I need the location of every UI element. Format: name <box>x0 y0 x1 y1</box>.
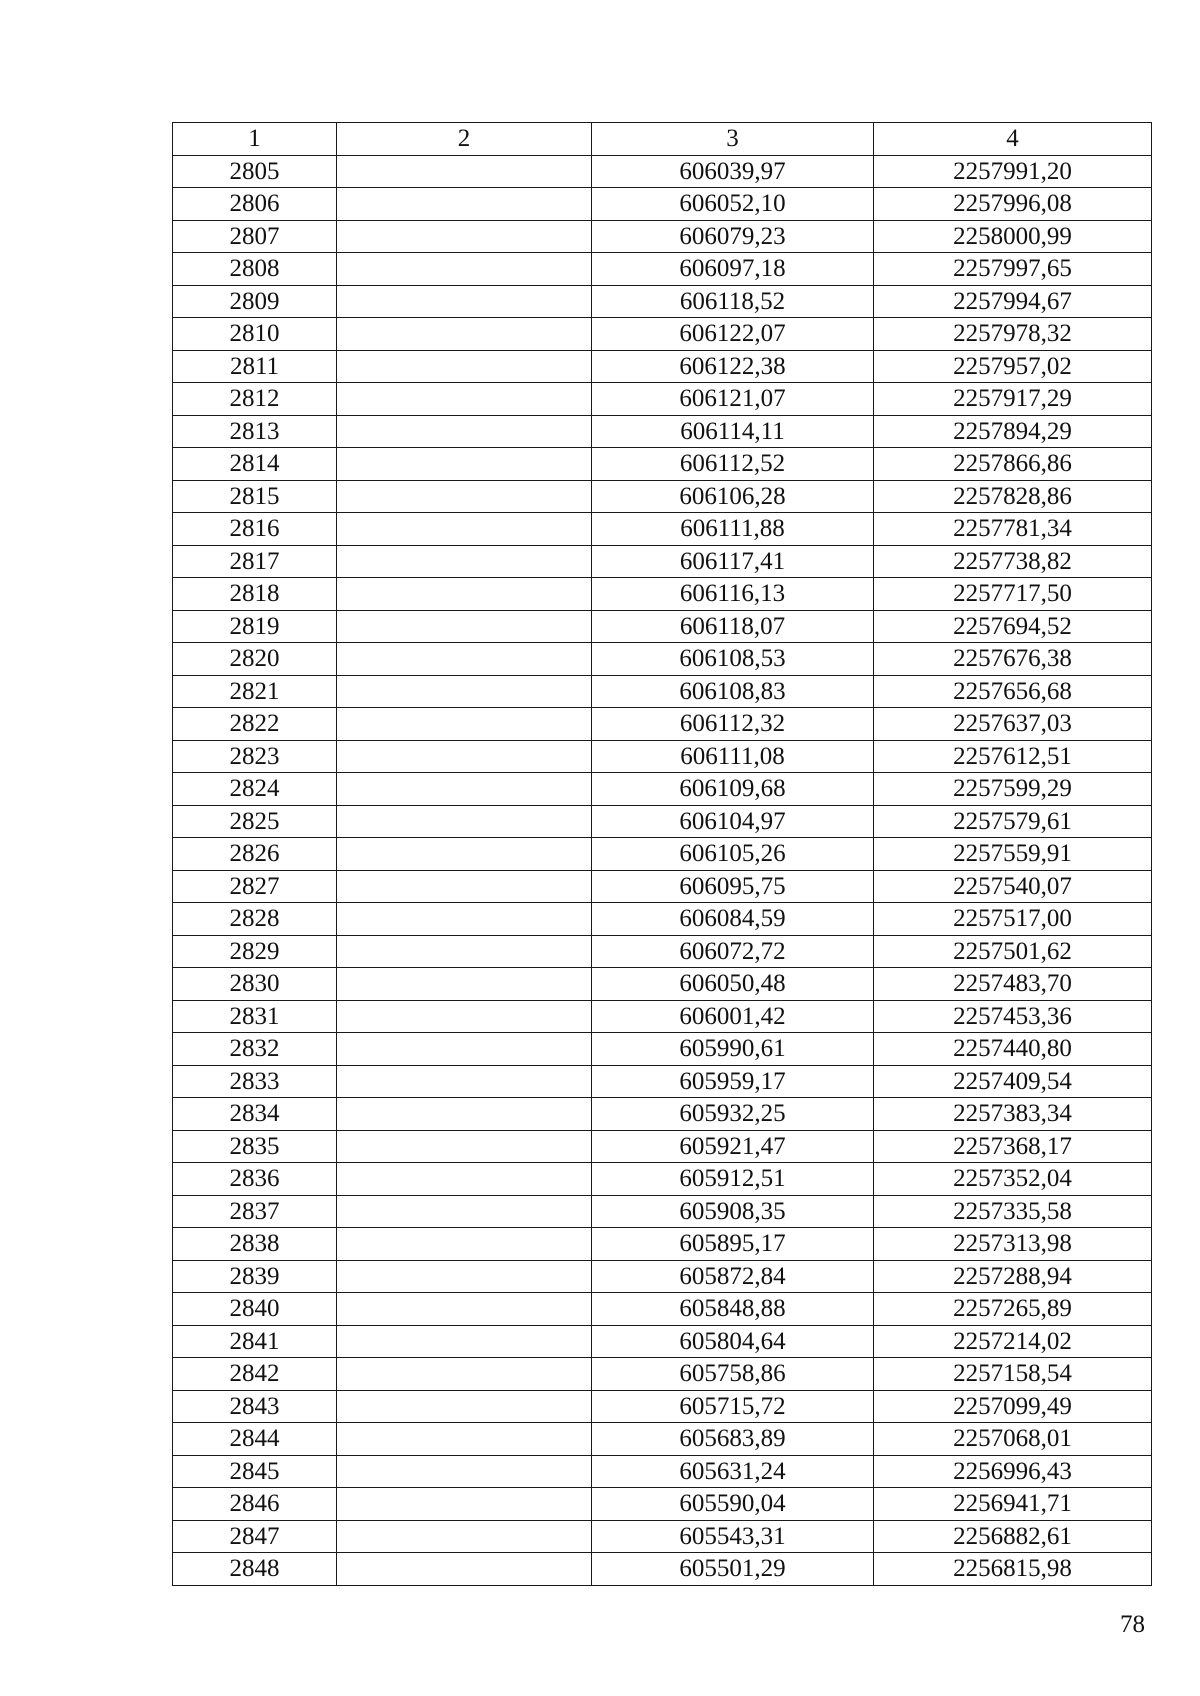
point-number-cell: 2840 <box>173 1293 337 1326</box>
empty-cell <box>337 1000 592 1033</box>
empty-cell <box>337 285 592 318</box>
x-coordinate-cell: 606122,07 <box>592 318 874 351</box>
table-row <box>173 155 1152 188</box>
column-header-3: 3 <box>592 123 874 156</box>
x-coordinate-cell: 606108,53 <box>592 643 874 676</box>
point-number-cell: 2831 <box>173 1000 337 1033</box>
empty-cell <box>337 1163 592 1196</box>
point-number-cell: 2823 <box>173 740 337 773</box>
empty-cell <box>337 253 592 286</box>
empty-cell <box>337 1260 592 1293</box>
y-coordinate-cell: 2257612,51 <box>874 740 1152 773</box>
table-row <box>173 903 1152 936</box>
empty-cell <box>337 740 592 773</box>
point-number-cell: 2841 <box>173 1325 337 1358</box>
table-row <box>173 805 1152 838</box>
empty-cell <box>337 838 592 871</box>
x-coordinate-cell: 606112,32 <box>592 708 874 741</box>
table-row <box>173 1553 1152 1586</box>
point-number-cell: 2812 <box>173 383 337 416</box>
empty-cell <box>337 773 592 806</box>
x-coordinate-cell: 606097,18 <box>592 253 874 286</box>
empty-cell <box>337 1098 592 1131</box>
empty-cell <box>337 1195 592 1228</box>
x-coordinate-cell: 606114,11 <box>592 415 874 448</box>
y-coordinate-cell: 2257335,58 <box>874 1195 1152 1228</box>
point-number-cell: 2829 <box>173 935 337 968</box>
x-coordinate-cell: 606122,38 <box>592 350 874 383</box>
table-row <box>173 1325 1152 1358</box>
y-coordinate-cell: 2257288,94 <box>874 1260 1152 1293</box>
y-coordinate-cell: 2257996,08 <box>874 188 1152 221</box>
table-row <box>173 968 1152 1001</box>
point-number-cell: 2830 <box>173 968 337 1001</box>
x-coordinate-cell: 606118,07 <box>592 610 874 643</box>
table-row <box>173 1455 1152 1488</box>
column-header-4: 4 <box>874 123 1152 156</box>
y-coordinate-cell: 2257917,29 <box>874 383 1152 416</box>
point-number-cell: 2816 <box>173 513 337 546</box>
x-coordinate-cell: 606121,07 <box>592 383 874 416</box>
empty-cell <box>337 1033 592 1066</box>
x-coordinate-cell: 606111,08 <box>592 740 874 773</box>
empty-cell <box>337 935 592 968</box>
y-coordinate-cell: 2257991,20 <box>874 155 1152 188</box>
table-row <box>173 1195 1152 1228</box>
y-coordinate-cell: 2257894,29 <box>874 415 1152 448</box>
y-coordinate-cell: 2257265,89 <box>874 1293 1152 1326</box>
empty-cell <box>337 643 592 676</box>
y-coordinate-cell: 2256882,61 <box>874 1520 1152 1553</box>
point-number-cell: 2838 <box>173 1228 337 1261</box>
point-number-cell: 2817 <box>173 545 337 578</box>
y-coordinate-cell: 2256996,43 <box>874 1455 1152 1488</box>
x-coordinate-cell: 606084,59 <box>592 903 874 936</box>
table-row <box>173 415 1152 448</box>
empty-cell <box>337 1325 592 1358</box>
x-coordinate-cell: 606112,52 <box>592 448 874 481</box>
table-row <box>173 935 1152 968</box>
table-row <box>173 870 1152 903</box>
table-row <box>173 1033 1152 1066</box>
y-coordinate-cell: 2257214,02 <box>874 1325 1152 1358</box>
x-coordinate-cell: 605872,84 <box>592 1260 874 1293</box>
y-coordinate-cell: 2257599,29 <box>874 773 1152 806</box>
empty-cell <box>337 1130 592 1163</box>
empty-cell <box>337 578 592 611</box>
x-coordinate-cell: 606111,88 <box>592 513 874 546</box>
y-coordinate-cell: 2257781,34 <box>874 513 1152 546</box>
x-coordinate-cell: 605501,29 <box>592 1553 874 1586</box>
empty-cell <box>337 188 592 221</box>
point-number-cell: 2826 <box>173 838 337 871</box>
point-number-cell: 2806 <box>173 188 337 221</box>
x-coordinate-cell: 605959,17 <box>592 1065 874 1098</box>
y-coordinate-cell: 2257099,49 <box>874 1390 1152 1423</box>
y-coordinate-cell: 2257978,32 <box>874 318 1152 351</box>
empty-cell <box>337 415 592 448</box>
x-coordinate-cell: 606109,68 <box>592 773 874 806</box>
y-coordinate-cell: 2257957,02 <box>874 350 1152 383</box>
y-coordinate-cell: 2258000,99 <box>874 220 1152 253</box>
y-coordinate-cell: 2257068,01 <box>874 1423 1152 1456</box>
y-coordinate-cell: 2257409,54 <box>874 1065 1152 1098</box>
x-coordinate-cell: 605921,47 <box>592 1130 874 1163</box>
empty-cell <box>337 1520 592 1553</box>
point-number-cell: 2825 <box>173 805 337 838</box>
empty-cell <box>337 318 592 351</box>
table-row <box>173 513 1152 546</box>
empty-cell <box>337 1228 592 1261</box>
table-row <box>173 1260 1152 1293</box>
x-coordinate-cell: 606117,41 <box>592 545 874 578</box>
y-coordinate-cell: 2257579,61 <box>874 805 1152 838</box>
point-number-cell: 2810 <box>173 318 337 351</box>
point-number-cell: 2832 <box>173 1033 337 1066</box>
table-row <box>173 578 1152 611</box>
table-row <box>173 708 1152 741</box>
point-number-cell: 2847 <box>173 1520 337 1553</box>
empty-cell <box>337 1390 592 1423</box>
point-number-cell: 2833 <box>173 1065 337 1098</box>
empty-cell <box>337 708 592 741</box>
x-coordinate-cell: 605990,61 <box>592 1033 874 1066</box>
point-number-cell: 2842 <box>173 1358 337 1391</box>
y-coordinate-cell: 2257997,65 <box>874 253 1152 286</box>
table-row <box>173 1520 1152 1553</box>
point-number-cell: 2814 <box>173 448 337 481</box>
x-coordinate-cell: 605908,35 <box>592 1195 874 1228</box>
empty-cell <box>337 513 592 546</box>
point-number-cell: 2808 <box>173 253 337 286</box>
point-number-cell: 2813 <box>173 415 337 448</box>
empty-cell <box>337 870 592 903</box>
point-number-cell: 2824 <box>173 773 337 806</box>
x-coordinate-cell: 606039,97 <box>592 155 874 188</box>
x-coordinate-cell: 605683,89 <box>592 1423 874 1456</box>
table-row <box>173 610 1152 643</box>
y-coordinate-cell: 2257453,36 <box>874 1000 1152 1033</box>
x-coordinate-cell: 605715,72 <box>592 1390 874 1423</box>
x-coordinate-cell: 606050,48 <box>592 968 874 1001</box>
column-header-1: 1 <box>173 123 337 156</box>
table-row <box>173 1098 1152 1131</box>
point-number-cell: 2834 <box>173 1098 337 1131</box>
table-header-row <box>173 123 1152 156</box>
table-body <box>173 155 1152 1585</box>
point-number-cell: 2844 <box>173 1423 337 1456</box>
y-coordinate-cell: 2257352,04 <box>874 1163 1152 1196</box>
point-number-cell: 2839 <box>173 1260 337 1293</box>
empty-cell <box>337 903 592 936</box>
empty-cell <box>337 610 592 643</box>
x-coordinate-cell: 605804,64 <box>592 1325 874 1358</box>
empty-cell <box>337 1455 592 1488</box>
y-coordinate-cell: 2257656,68 <box>874 675 1152 708</box>
x-coordinate-cell: 606108,83 <box>592 675 874 708</box>
point-number-cell: 2843 <box>173 1390 337 1423</box>
table-row <box>173 383 1152 416</box>
y-coordinate-cell: 2257368,17 <box>874 1130 1152 1163</box>
y-coordinate-cell: 2257313,98 <box>874 1228 1152 1261</box>
x-coordinate-cell: 606116,13 <box>592 578 874 611</box>
table-row <box>173 220 1152 253</box>
table-row <box>173 1228 1152 1261</box>
point-number-cell: 2811 <box>173 350 337 383</box>
x-coordinate-cell: 606106,28 <box>592 480 874 513</box>
table-row <box>173 318 1152 351</box>
x-coordinate-cell: 605932,25 <box>592 1098 874 1131</box>
y-coordinate-cell: 2257440,80 <box>874 1033 1152 1066</box>
point-number-cell: 2848 <box>173 1553 337 1586</box>
y-coordinate-cell: 2257559,91 <box>874 838 1152 871</box>
y-coordinate-cell: 2257694,52 <box>874 610 1152 643</box>
y-coordinate-cell: 2257501,62 <box>874 935 1152 968</box>
table-row <box>173 1358 1152 1391</box>
empty-cell <box>337 675 592 708</box>
y-coordinate-cell: 2257866,86 <box>874 448 1152 481</box>
empty-cell <box>337 350 592 383</box>
table-row <box>173 1423 1152 1456</box>
y-coordinate-cell: 2257483,70 <box>874 968 1152 1001</box>
empty-cell <box>337 383 592 416</box>
x-coordinate-cell: 605895,17 <box>592 1228 874 1261</box>
empty-cell <box>337 1423 592 1456</box>
empty-cell <box>337 968 592 1001</box>
empty-cell <box>337 1488 592 1521</box>
y-coordinate-cell: 2257517,00 <box>874 903 1152 936</box>
x-coordinate-cell: 606001,42 <box>592 1000 874 1033</box>
y-coordinate-cell: 2257738,82 <box>874 545 1152 578</box>
y-coordinate-cell: 2257994,67 <box>874 285 1152 318</box>
point-number-cell: 2837 <box>173 1195 337 1228</box>
point-number-cell: 2807 <box>173 220 337 253</box>
x-coordinate-cell: 605590,04 <box>592 1488 874 1521</box>
table-header <box>173 123 1152 156</box>
table-row <box>173 1065 1152 1098</box>
table-row <box>173 480 1152 513</box>
point-number-cell: 2819 <box>173 610 337 643</box>
empty-cell <box>337 1293 592 1326</box>
x-coordinate-cell: 606104,97 <box>592 805 874 838</box>
empty-cell <box>337 805 592 838</box>
table-row <box>173 838 1152 871</box>
table-row <box>173 675 1152 708</box>
table-row <box>173 740 1152 773</box>
table-row <box>173 1130 1152 1163</box>
x-coordinate-cell: 605631,24 <box>592 1455 874 1488</box>
x-coordinate-cell: 606095,75 <box>592 870 874 903</box>
empty-cell <box>337 220 592 253</box>
empty-cell <box>337 1065 592 1098</box>
point-number-cell: 2818 <box>173 578 337 611</box>
empty-cell <box>337 480 592 513</box>
x-coordinate-cell: 606105,26 <box>592 838 874 871</box>
point-number-cell: 2809 <box>173 285 337 318</box>
point-number-cell: 2835 <box>173 1130 337 1163</box>
empty-cell <box>337 155 592 188</box>
point-number-cell: 2846 <box>173 1488 337 1521</box>
table-row <box>173 1293 1152 1326</box>
y-coordinate-cell: 2257828,86 <box>874 480 1152 513</box>
table-row <box>173 1488 1152 1521</box>
coordinates-table <box>172 122 1152 1586</box>
point-number-cell: 2821 <box>173 675 337 708</box>
y-coordinate-cell: 2257637,03 <box>874 708 1152 741</box>
table-row <box>173 188 1152 221</box>
y-coordinate-cell: 2257158,54 <box>874 1358 1152 1391</box>
point-number-cell: 2822 <box>173 708 337 741</box>
column-header-2: 2 <box>337 123 592 156</box>
y-coordinate-cell: 2257383,34 <box>874 1098 1152 1131</box>
x-coordinate-cell: 606072,72 <box>592 935 874 968</box>
empty-cell <box>337 1358 592 1391</box>
y-coordinate-cell: 2257676,38 <box>874 643 1152 676</box>
x-coordinate-cell: 606118,52 <box>592 285 874 318</box>
point-number-cell: 2845 <box>173 1455 337 1488</box>
table-row <box>173 350 1152 383</box>
empty-cell <box>337 448 592 481</box>
point-number-cell: 2827 <box>173 870 337 903</box>
point-number-cell: 2828 <box>173 903 337 936</box>
point-number-cell: 2820 <box>173 643 337 676</box>
x-coordinate-cell: 606052,10 <box>592 188 874 221</box>
empty-cell <box>337 545 592 578</box>
table-row <box>173 773 1152 806</box>
point-number-cell: 2805 <box>173 155 337 188</box>
table-row <box>173 643 1152 676</box>
x-coordinate-cell: 605848,88 <box>592 1293 874 1326</box>
point-number-cell: 2815 <box>173 480 337 513</box>
table-row <box>173 448 1152 481</box>
table-row <box>173 1390 1152 1423</box>
x-coordinate-cell: 605758,86 <box>592 1358 874 1391</box>
x-coordinate-cell: 605543,31 <box>592 1520 874 1553</box>
table-row <box>173 253 1152 286</box>
empty-cell <box>337 1553 592 1586</box>
y-coordinate-cell: 2256941,71 <box>874 1488 1152 1521</box>
x-coordinate-cell: 605912,51 <box>592 1163 874 1196</box>
table-row <box>173 545 1152 578</box>
point-number-cell: 2836 <box>173 1163 337 1196</box>
table-row <box>173 1163 1152 1196</box>
page-number: 78 <box>1120 1611 1145 1638</box>
y-coordinate-cell: 2257717,50 <box>874 578 1152 611</box>
x-coordinate-cell: 606079,23 <box>592 220 874 253</box>
table-row <box>173 285 1152 318</box>
y-coordinate-cell: 2256815,98 <box>874 1553 1152 1586</box>
table-row <box>173 1000 1152 1033</box>
y-coordinate-cell: 2257540,07 <box>874 870 1152 903</box>
